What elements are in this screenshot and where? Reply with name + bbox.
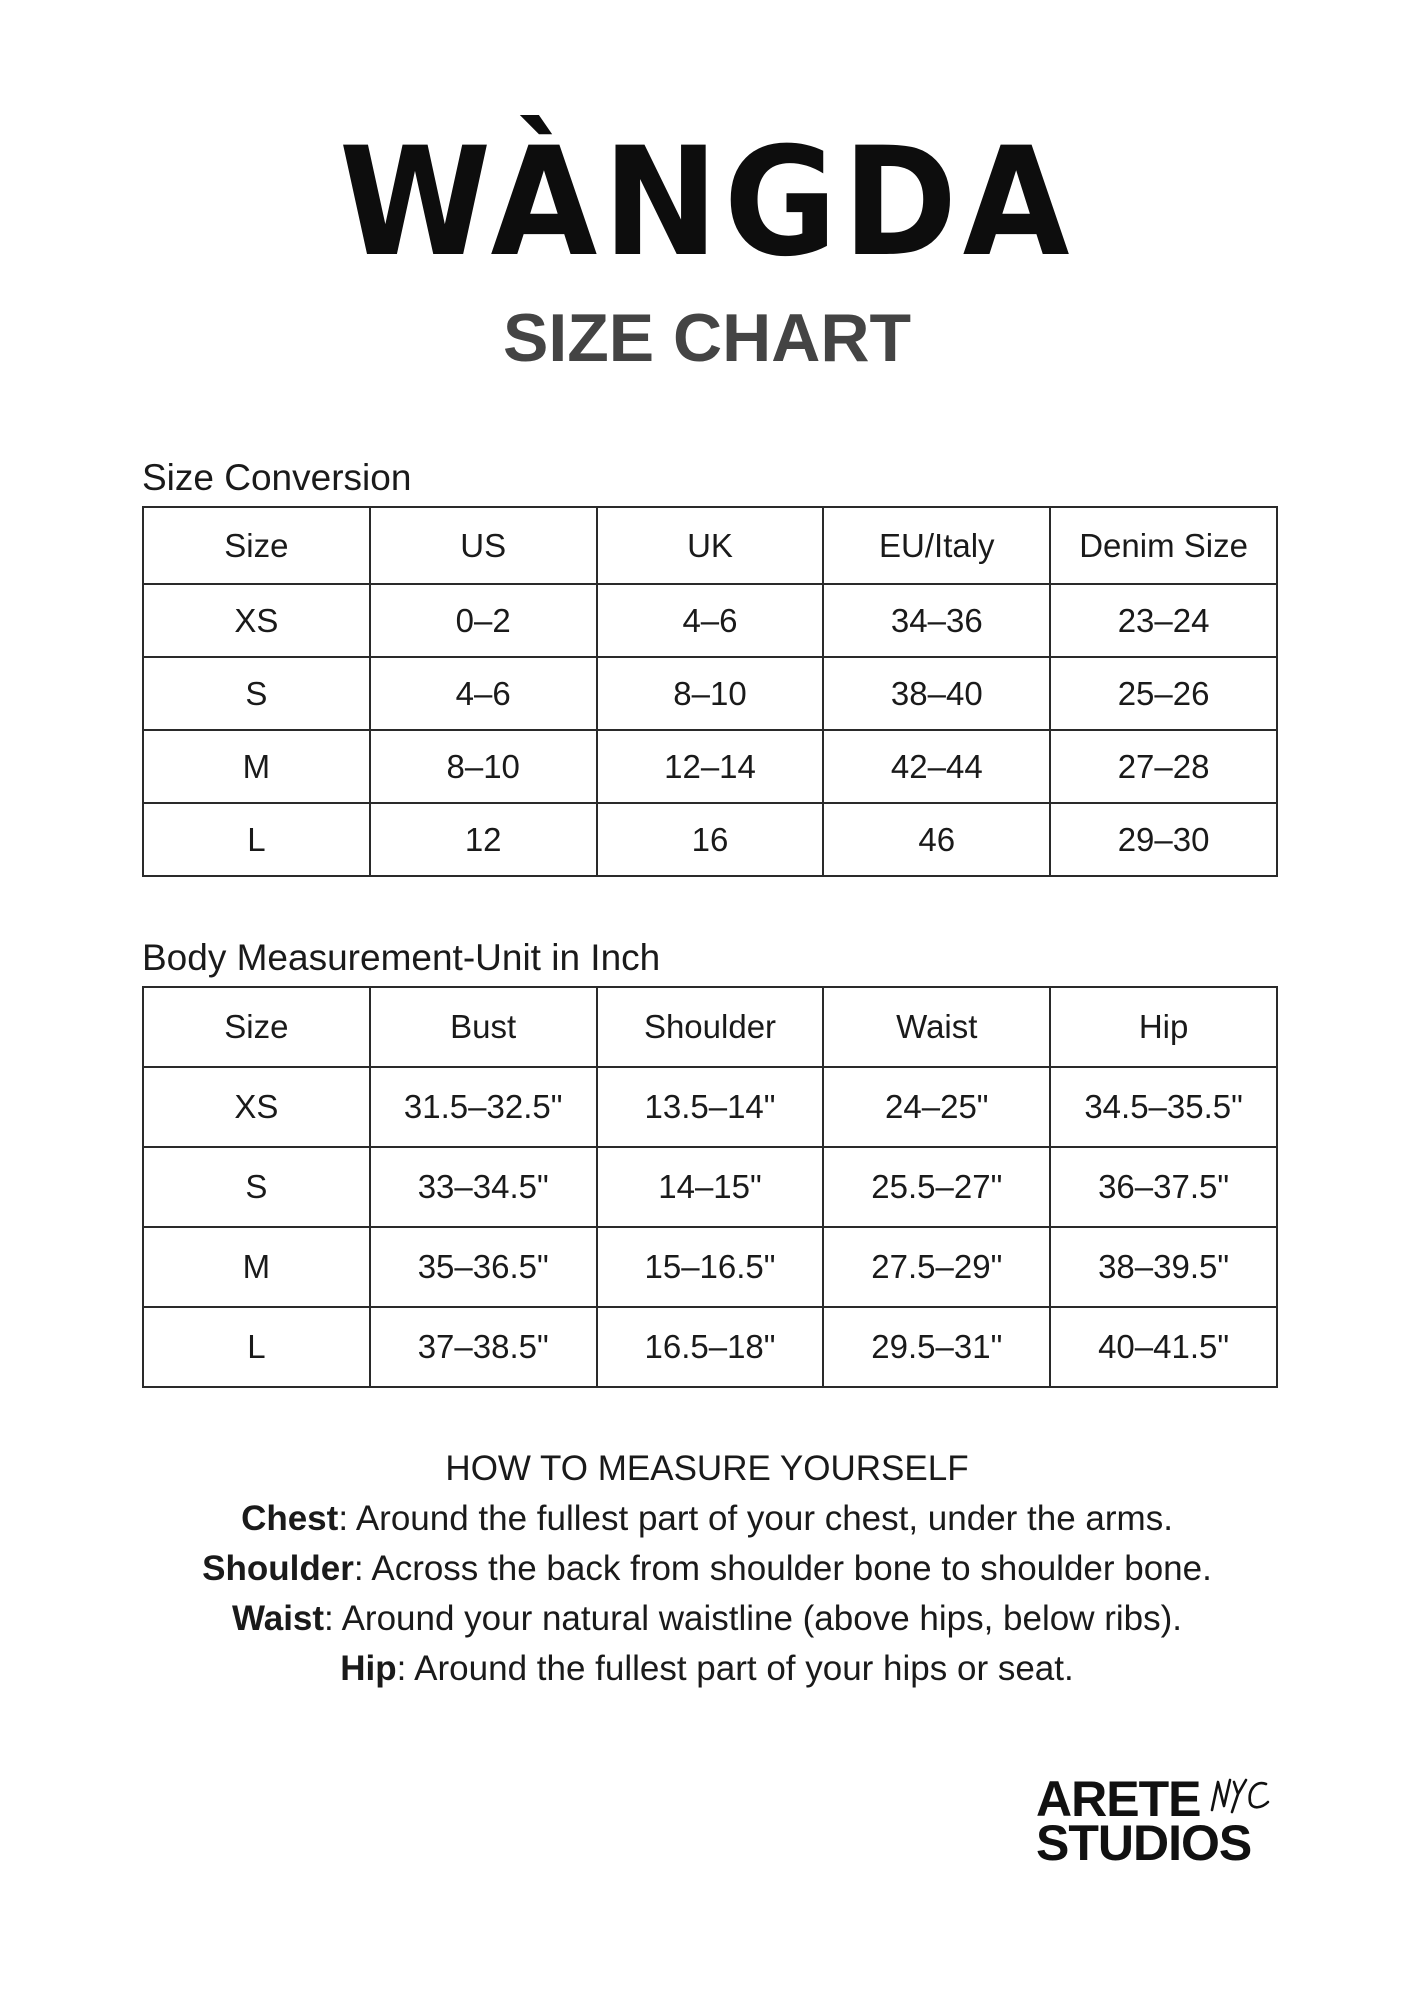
table-cell: 31.5–32.5" xyxy=(370,1067,597,1147)
header-cell: UK xyxy=(597,507,824,584)
table-cell: 25–26 xyxy=(1050,657,1277,730)
table-cell: 40–41.5" xyxy=(1050,1307,1277,1387)
header-cell: Bust xyxy=(370,987,597,1067)
table-cell: 4–6 xyxy=(370,657,597,730)
table-cell: XS xyxy=(143,584,370,657)
table-cell: 35–36.5" xyxy=(370,1227,597,1307)
table-row xyxy=(143,1307,1277,1387)
table-row xyxy=(143,584,1277,657)
measure-term: Shoulder xyxy=(202,1549,354,1588)
measure-description: : Across the back from shoulder bone to shoulder bone. xyxy=(353,1549,1212,1588)
table-cell: 4–6 xyxy=(597,584,824,657)
measure-instruction xyxy=(0,1594,1414,1644)
page-title: SIZE CHART xyxy=(503,300,911,376)
table-cell: 38–39.5" xyxy=(1050,1227,1277,1307)
header-cell: Denim Size xyxy=(1050,507,1277,584)
table-row xyxy=(143,730,1277,803)
size-conversion-title: Size Conversion xyxy=(142,457,412,498)
header-cell: Size xyxy=(143,507,370,584)
table-cell: 34–36 xyxy=(823,584,1050,657)
table-cell: 37–38.5" xyxy=(370,1307,597,1387)
header-cell: Waist xyxy=(823,987,1050,1067)
table-cell: 34.5–35.5" xyxy=(1050,1067,1277,1147)
table-cell: 16.5–18" xyxy=(597,1307,824,1387)
header-cell: EU/Italy xyxy=(823,507,1050,584)
body-measurement-title: Body Measurement-Unit in Inch xyxy=(142,937,661,978)
measure-instruction xyxy=(0,1494,1414,1544)
table-row xyxy=(143,1147,1277,1227)
table-header-row xyxy=(143,507,1277,584)
table-row xyxy=(143,1227,1277,1307)
measure-term: Waist xyxy=(232,1599,325,1638)
table-cell: 25.5–27" xyxy=(823,1147,1050,1227)
measure-instruction xyxy=(0,1544,1414,1594)
table-cell: L xyxy=(143,1307,370,1387)
table-cell: 12 xyxy=(370,803,597,876)
header-cell: Shoulder xyxy=(597,987,824,1067)
table-cell: 0–2 xyxy=(370,584,597,657)
measure-term: Chest xyxy=(241,1499,339,1538)
arete-studios-logo xyxy=(1036,1771,1276,1876)
table-cell: L xyxy=(143,803,370,876)
table-cell: 36–37.5" xyxy=(1050,1147,1277,1227)
table-cell: S xyxy=(143,1147,370,1227)
table-cell: 27.5–29" xyxy=(823,1227,1050,1307)
table-cell: 16 xyxy=(597,803,824,876)
header-cell: US xyxy=(370,507,597,584)
header-cell: Hip xyxy=(1050,987,1277,1067)
measure-description: : Around the fullest part of your hips or seat. xyxy=(396,1649,1074,1688)
size-conversion-table xyxy=(142,506,1278,877)
table-cell: 12–14 xyxy=(597,730,824,803)
table-cell: 23–24 xyxy=(1050,584,1277,657)
how-to-measure-section xyxy=(0,1444,1414,1694)
table-row xyxy=(143,1067,1277,1147)
table-cell: 33–34.5" xyxy=(370,1147,597,1227)
measure-term: Hip xyxy=(340,1649,397,1688)
logo-line-2: STUDIOS xyxy=(1036,1815,1252,1871)
table-cell: 14–15" xyxy=(597,1147,824,1227)
table-cell: 13.5–14" xyxy=(597,1067,824,1147)
body-measurement-table xyxy=(142,986,1278,1388)
table-cell: 15–16.5" xyxy=(597,1227,824,1307)
measure-description: : Around your natural waistline (above hips, below ribs). xyxy=(324,1599,1182,1638)
nyc-script-mark xyxy=(1208,1776,1276,1816)
table-cell: XS xyxy=(143,1067,370,1147)
table-row xyxy=(143,657,1277,730)
table-header-row xyxy=(143,987,1277,1067)
brand-logo: WÀNGDA xyxy=(338,116,1076,290)
table-cell: 42–44 xyxy=(823,730,1050,803)
header-cell: Size xyxy=(143,987,370,1067)
table-cell: 8–10 xyxy=(597,657,824,730)
measure-description: : Around the fullest part of your chest, under the arms. xyxy=(338,1499,1173,1538)
measure-instruction xyxy=(0,1644,1414,1694)
table-cell: 46 xyxy=(823,803,1050,876)
table-cell: 24–25" xyxy=(823,1067,1050,1147)
table-cell: M xyxy=(143,1227,370,1307)
logo-line-1: ARETE xyxy=(1036,1771,1201,1827)
table-cell: M xyxy=(143,730,370,803)
table-cell: 29.5–31" xyxy=(823,1307,1050,1387)
table-cell: 29–30 xyxy=(1050,803,1277,876)
table-cell: S xyxy=(143,657,370,730)
table-cell: 38–40 xyxy=(823,657,1050,730)
how-to-measure-heading: HOW TO MEASURE YOURSELF xyxy=(445,1449,969,1488)
table-row xyxy=(143,803,1277,876)
table-cell: 27–28 xyxy=(1050,730,1277,803)
table-cell: 8–10 xyxy=(370,730,597,803)
